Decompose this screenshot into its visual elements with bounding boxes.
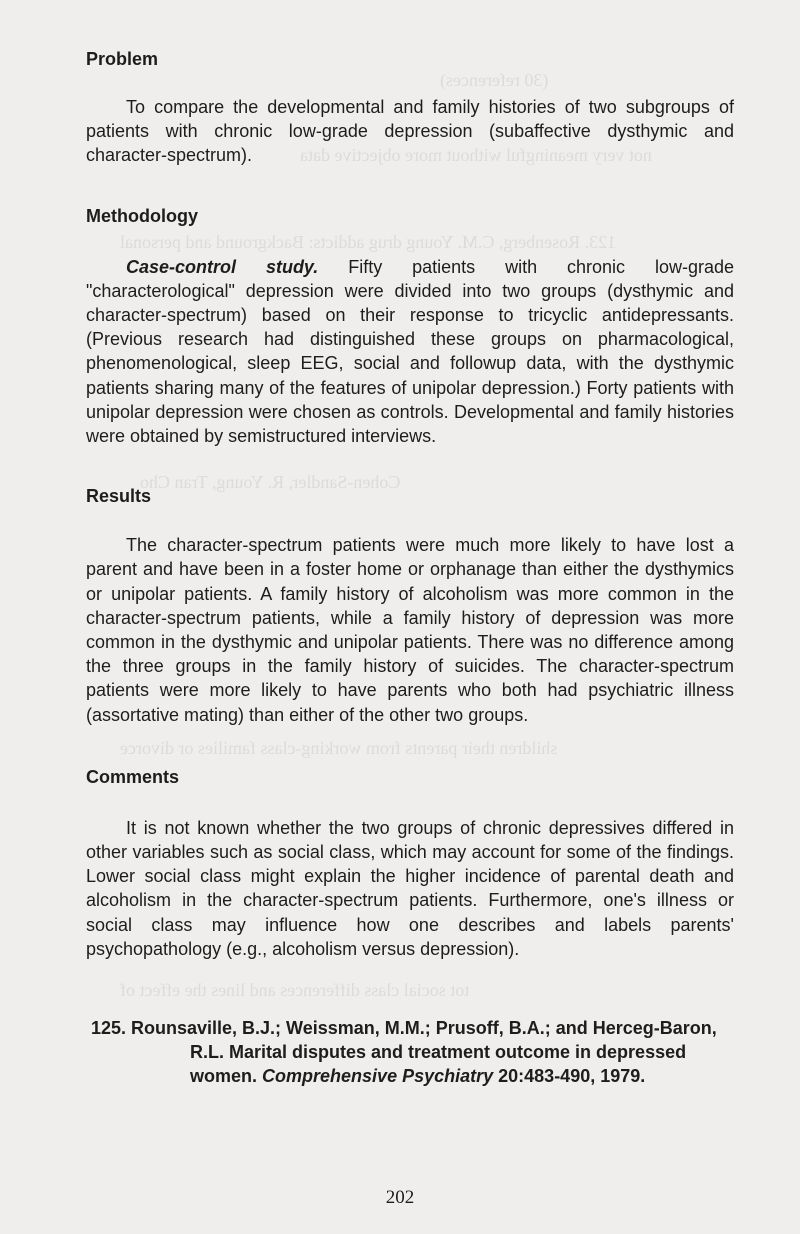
show-through: shildren their parents from working-class families or divorce xyxy=(120,738,558,758)
methodology-body: Fifty patients with chronic low-grade "characterological" depression were divided into two groups (dysthymic and character-spectrum) based on their response to tricyclic antidepressants. (Previous research had distinguished these groups on pharmacological, phenomenological, sleep EEG, social and followup data, with the dysthymic patients sharing many of the features of unipolar depression.) Forty patients with unipolar depression were chosen as controls. Developmental and family histories were obtained by semistructured interviews. xyxy=(86,256,734,447)
show-through: Cohen-Sandler, R. Young, Tran Cho xyxy=(140,472,401,492)
problem-section xyxy=(86,49,734,168)
reference-journal: Comprehensive Psychiatry xyxy=(262,1066,494,1087)
page-content xyxy=(86,40,734,961)
show-through: 123. Rosenberg, C.M. Young drug addicts: Background and personal xyxy=(120,232,617,252)
page-number: 202 xyxy=(385,1187,415,1208)
reference-text xyxy=(131,1016,741,1089)
reference-number: 125. xyxy=(91,1018,127,1038)
problem-text: To compare the developmental and family histories of two subgroups of patients with chronic low-grade depression (subaffective dysthymic and character-spectrum). xyxy=(86,97,734,166)
methodology-text xyxy=(86,255,734,449)
results-heading: Results xyxy=(86,486,152,507)
methodology-lead: Case-control study. xyxy=(126,256,319,277)
methodology-heading: Methodology xyxy=(86,205,198,226)
reference-authors-title: Rounsaville, B.J.; Weissman, M.M.; Prusoff, B.A.; and Herceg-Baron, R.L. Marital disputes and treatment outcome in depressed women. xyxy=(131,1018,717,1087)
show-through: (30 references) xyxy=(440,70,549,90)
show-through: not very meaningful without more objective data xyxy=(300,145,652,165)
comments-section xyxy=(86,767,734,961)
results-section xyxy=(86,486,734,727)
comments-text: It is not known whether the two groups of chronic depressives differed in other variables such as social class, which may account for some of the findings. Lower social class might explain the higher incidence of parental death and alcoholism in the character-spectrum patients. Furthermore, one's illness or social class may influence how one describes and labels parents' psychopathology (e.g., alcoholism versus depression). xyxy=(86,817,734,959)
methodology-section xyxy=(86,206,734,449)
comments-heading: Comments xyxy=(86,766,180,787)
results-text: The character-spectrum patients were much more likely to have lost a parent and have been in a foster home or orphanage than either the dysthymics or unipolar patients. A family history of alcoholism was more common in the character-spectrum patients, while a family history of depression was more common in the dysthymic and unipolar patients. There was no difference among the three groups in the family history of suicides. The character-spectrum patients were more likely to have parents who both had psychiatric illness (assortative mating) than either of the other two groups. xyxy=(86,535,734,725)
problem-heading: Problem xyxy=(86,49,159,69)
show-through: tot social class differences and lines the effect of xyxy=(120,980,470,1000)
reference-citation: 20:483-490, 1979. xyxy=(493,1066,646,1087)
reference-entry xyxy=(91,1016,741,1089)
